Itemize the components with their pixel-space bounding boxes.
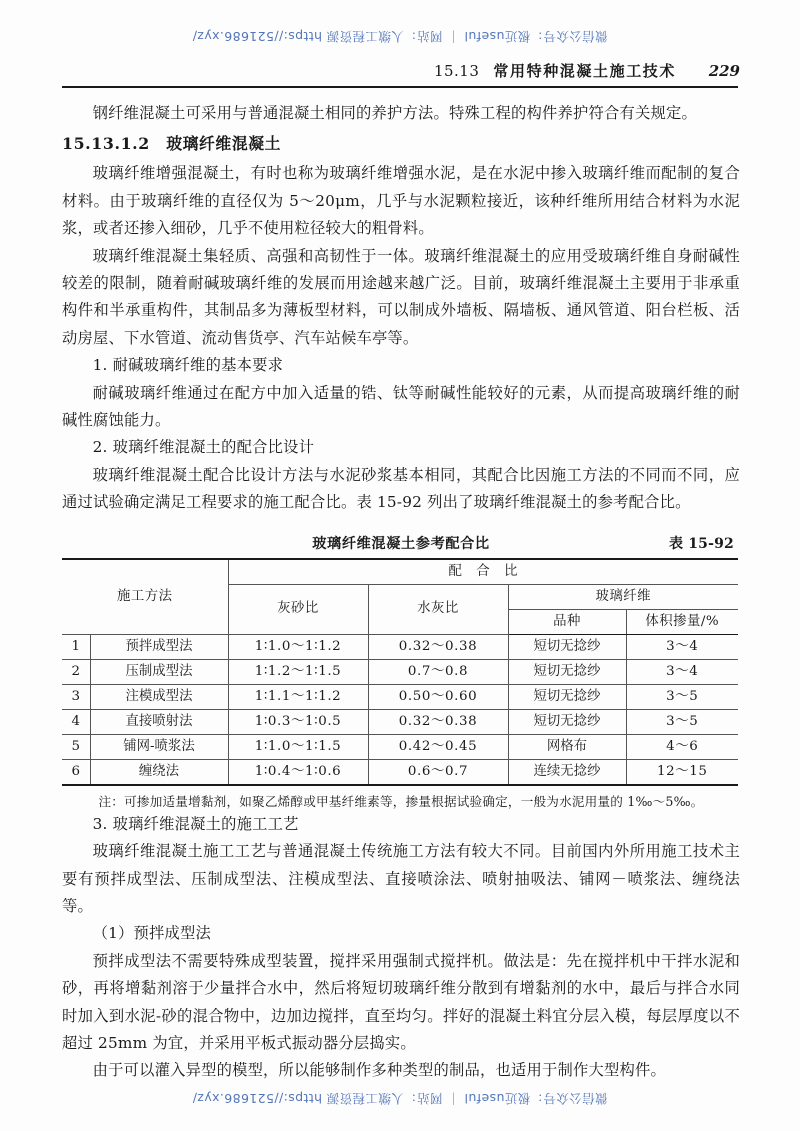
table-caption-row: [62, 533, 740, 553]
paragraph-4: 耐碱玻璃纤维通过在配方中加入适量的锆、钛等耐碱性能较好的元素，从而提高玻璃纤维的耐碱性腐蚀能力。: [62, 383, 740, 430]
cell-water-ash: 0.7～0.8: [368, 659, 508, 684]
paragraph-5: 玻璃纤维混凝土配合比设计方法与水泥砂浆基本相同，其配合比因施工方法的不同而不同，应通过试验确定满足工程要求的施工配合比。表 15-92 列出了玻璃纤维混凝土的参考配合比。: [62, 465, 740, 512]
cell-volume: 3～4: [626, 634, 738, 659]
cell-method: 预拌成型法: [90, 634, 228, 659]
cell-volume: 12～15: [626, 759, 738, 785]
cell-row-no: 5: [62, 734, 90, 759]
table-row: [62, 709, 738, 734]
table-row: [62, 659, 738, 684]
table-row: [62, 684, 738, 709]
cell-row-no: 2: [62, 659, 90, 684]
list-heading-2: 2. 玻璃纤维混凝土的配合比设计: [92, 438, 315, 457]
subsection-heading-glass-fiber-concrete: 15.13.1.2 玻璃纤维混凝土: [62, 134, 282, 154]
th-volume-dosage: 体积掺量/%: [626, 609, 738, 634]
cell-variety: 短切无捻纱: [508, 684, 626, 709]
cell-water-ash: 0.32～0.38: [368, 634, 508, 659]
cell-ash-sand: 1∶0.3～1∶0.5: [228, 709, 368, 734]
table-row: [62, 634, 738, 659]
cell-variety: 短切无捻纱: [508, 634, 626, 659]
th-variety: 品种: [508, 609, 626, 634]
cell-method: 压制成型法: [90, 659, 228, 684]
cell-volume: 3～5: [626, 709, 738, 734]
cell-row-no: 6: [62, 759, 90, 785]
mix-proportion-table-block: [62, 533, 740, 811]
cell-ash-sand: 1∶1.0～1∶1.2: [228, 634, 368, 659]
cell-method: 铺网-喷浆法: [90, 734, 228, 759]
list-heading-4: （1）预拌成型法: [92, 924, 212, 943]
page-number: 229: [708, 62, 740, 80]
cell-volume: 3～4: [626, 659, 738, 684]
cell-ash-sand: 1∶1.0～1∶1.5: [228, 734, 368, 759]
cell-volume: 3～5: [626, 684, 738, 709]
cell-volume: 4～6: [626, 734, 738, 759]
header-section-title: 常用特种混凝土施工技术: [493, 62, 676, 80]
paragraph-7: 预拌成型法不需要特殊成型装置，搅拌采用强制式搅拌机。做法是：先在搅拌机中干拌水泥和砂，再将增黏剂溶于少量拌合水中，然后将短切玻璃纤维分散到有增黏剂的水中，最后与拌合水同时加入到水泥-砂的混合物中，边加边搅拌，直至均匀。拌好的混凝土料宜分层入模，每层厚度以不超过 25mm 为宜，并采用平板式振动器分层捣实。: [62, 951, 740, 1052]
table-row: [62, 734, 738, 759]
cell-variety: 网格布: [508, 734, 626, 759]
th-water-ash-ratio: 水灰比: [368, 584, 508, 634]
th-ash-sand-ratio: 灰砂比: [228, 584, 368, 634]
paragraph-1: 钢纤维混凝土可采用与普通混凝土相同的养护方法。特殊工程的构件养护符合有关规定。: [92, 104, 697, 122]
cell-row-no: 4: [62, 709, 90, 734]
table-header-row-1: [62, 559, 738, 585]
paragraph-6: 玻璃纤维混凝土施工工艺与普通混凝土传统施工方法有较大不同。目前国内外所用施工技术主要有预拌成型法、压制成型法、注模成型法、直接喷涂法、喷射抽吸法、铺网－喷浆法、缠绕法等。: [62, 842, 740, 915]
cell-row-no: 3: [62, 684, 90, 709]
header-divider: [62, 86, 738, 88]
table-row: [62, 759, 738, 785]
cell-water-ash: 0.50～0.60: [368, 684, 508, 709]
cell-ash-sand: 1∶1.2～1∶1.5: [228, 659, 368, 684]
table-number: 表 15-92: [668, 535, 734, 552]
th-glass-fiber: 玻璃纤维: [508, 584, 738, 609]
cell-ash-sand: 1∶0.4～1∶0.6: [228, 759, 368, 785]
cell-water-ash: 0.6～0.7: [368, 759, 508, 785]
cell-method: 缠绕法: [90, 759, 228, 785]
header-section-number: 15.13: [433, 62, 480, 80]
page-content: [62, 100, 740, 1085]
cell-water-ash: 0.32～0.38: [368, 709, 508, 734]
cell-method: 直接喷射法: [90, 709, 228, 734]
running-head: [60, 60, 740, 81]
table-body: [62, 634, 738, 785]
cell-variety: 连续无捻纱: [508, 759, 626, 785]
paragraph-2: 玻璃纤维增强混凝土，有时也称为玻璃纤维增强水泥，是在水泥中掺入玻璃纤维而配制的复合材料。由于玻璃纤维的直径仅为 5～20μm，几乎与水泥颗粒接近，该种纤维所用结合材料为水泥浆，或者还掺入细砂，几乎不使用粒径较大的粗骨料。: [62, 164, 740, 238]
th-mix-group: 配 合 比: [228, 559, 738, 585]
paragraph-8: 由于可以灌入异型的模型，所以能够制作多种类型的制品，也适用于制作大型构件。: [92, 1061, 666, 1080]
paragraph-3: 玻璃纤维混凝土集轻质、高强和高韧性于一体。玻璃纤维混凝土的应用受玻璃纤维自身耐碱性较差的限制，随着耐碱玻璃纤维的发展而用途越来越广泛。目前，玻璃纤维混凝土主要用于非承重构件和半承重构件，其制品多为薄板型材料，可以制成外墙板、隔墙板、通风管道、阳台栏板、活动房屋、下水管道、流动售货亭、汽车站候车亭等。: [62, 246, 740, 347]
cell-variety: 短切无捻纱: [508, 659, 626, 684]
cell-variety: 短切无捻纱: [508, 709, 626, 734]
watermark-top: 微信公众号：极近useful ｜ 网站：人缴工程资源 https://521686.xyz/: [192, 29, 608, 44]
watermark-bottom: 微信公众号：极近useful ｜ 网站：人缴工程资源 https://521686.xyz/: [192, 1091, 608, 1106]
table-caption: 玻璃纤维混凝土参考配合比: [312, 535, 490, 552]
cell-water-ash: 0.42～0.45: [368, 734, 508, 759]
th-method: 施工方法: [62, 559, 228, 635]
list-heading-1: 1. 耐碱玻璃纤维的基本要求: [92, 356, 284, 375]
list-heading-3: 3. 玻璃纤维混凝土的施工工艺: [92, 814, 299, 833]
cell-row-no: 1: [62, 634, 90, 659]
cell-ash-sand: 1∶1.1～1∶1.2: [228, 684, 368, 709]
mix-proportion-table: [62, 558, 738, 786]
table-note: 注：可掺加适量增黏剂，如聚乙烯醇或甲基纤维素等，掺量根据试验确定，一般为水泥用量的 1‰～5‰。: [98, 793, 704, 809]
cell-method: 注模成型法: [90, 684, 228, 709]
